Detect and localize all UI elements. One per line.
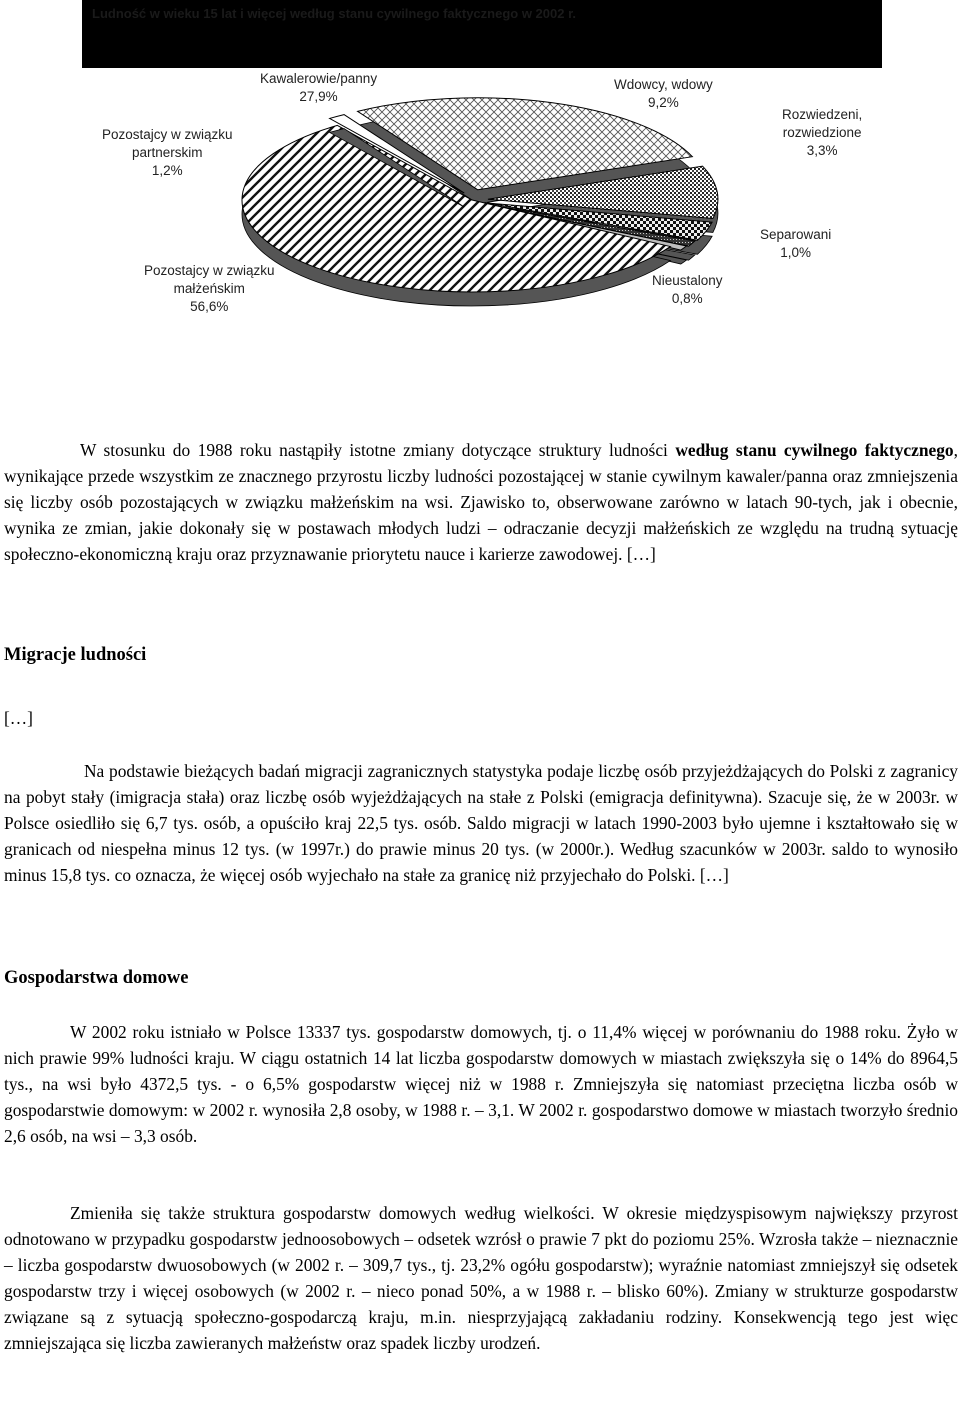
paragraph-gospodarstwa-1: W 2002 roku istniało w Polsce 13337 tys. gospodarstw domowych, tj. o 11,4% więcej w porównaniu do 1988 roku. Żyło w nich prawie 99% ludności kraju. W ciągu ostatnich 14 lat liczba gospodarstw domowych w miastach zwiększyła się o 14% do 8964,5 tys., na wsi było 4372,5 tys. - o 6,5% gospodarstw więcej niż w 1988 r. Zmniejszyła się natomiast przeciętna liczba osób w gospodarstwie domowym: w 2002 r. wynosiła 2,8 osoby, w 1988 r. – 3,1. W 2002 r. gospodarstwo domowe w miastach tworzyło średnio 2,6 osób, na wsi – 3,3 osób. [4, 1022, 958, 1146]
pie-chart [82, 68, 882, 368]
chart-title: Ludność w wieku 15 lat i więcej według stanu cywilnego faktycznego w 2002 r. [92, 6, 577, 21]
paragraph-gospodarstwa-2: Zmieniła się także struktura gospodarstw domowych według wielkości. W okresie międzyspisowym największy przyrost odnotowano w przypadku gospodarstw jednoosobowych – odsetek wzrósł o prawie 7 pkt do poziomu 25%. Wzrosła także – nieznacznie – liczba gospodarstw dwuosobowych (w 2002 r. – 309,7 tys., tj. 23,2% ogółu gospodarstw); wyraźnie natomiast zmniejszył się odsetek gospodarstw trzy i więcej osobowych (w 2002 r. – nieco ponad 50%, a w 1988 r. – blisko 60%). Zmiany w strukturze gospodarstw związane są z sytuacją społeczno-gospodarczą kraju, m.in. niesprzyjającą zakładaniu rodziny. Konsekwencją tego jest więc zmniejszająca się liczba zawieranych małżeństw oraz spadek liczby urodzeń. [4, 1203, 958, 1353]
paragraph-migracje: Na podstawie bieżących badań migracji zagranicznych statystyka podaje liczbę osób przyjeżdżających do Polski z zagranicy na pobyt stały (imigracja stała) oraz liczbę osób wyjeżdżających na stałe z Polski (emigracja definitywna). Szacuje się, że w 2003r. w Polsce osiedliło się 6,7 tys. osób, a opuściło kraj 22,5 tys. osób. Saldo migracji w latach 1990-2003 było ujemne i kształtowało się w granicach od niespełna minus 12 tys. (w 1997r.) do prawie minus 20 tys. (w 2000r.). Według szacunków w 2003r. saldo to wynosiło minus 15,8 tys. co oznacza, że więcej osób wyjechało na stałe za granicę niż przyjechało do Polski. […] [4, 761, 958, 885]
ellipsis-migracje: […] [4, 708, 33, 728]
label-malzenski: Pozostajcy w związku małżeńskim 56,6% [144, 263, 275, 314]
label-partnerski: Pozostajcy w związku partnerskim 1,2% [102, 127, 233, 178]
label-kawalerowie: Kawalerowie/panny 27,9% [260, 71, 378, 104]
bold-stan-cywilny: według stanu cywilnego faktycznego [675, 440, 954, 460]
label-nieustalony: Nieustalony 0,8% [652, 273, 723, 306]
label-separowani: Separowani 1,0% [760, 227, 832, 260]
heading-migracje: Migracje ludności [4, 645, 147, 665]
label-wdowcy: Wdowcy, wdowy 9,2% [614, 77, 713, 110]
label-rozwiedzeni: Rozwiedzeni, rozwiedzione 3,3% [782, 107, 863, 158]
chart-title-bar [82, 0, 882, 68]
paragraph-stan-cywilny: W stosunku do 1988 roku nastąpiły istotne zmiany dotyczące struktury ludności według stanu cywilnego faktycznego, wynikające przede wszystkim ze znacznego przyrostu liczby ludności pozostającej w stanie cywilnym kawaler/panna oraz zmniejszenia się liczby osób pozostających w związku małżeńskim na wsi. Zjawisko to, obserwowane zarówno w latach 90-tych, jak i obecnie, wynika ze zmian, jakie dokonały się w postawach młodych ludzi – odraczanie decyzji małżeńskich ze względu na trudną sytuację społeczno-ekonomiczną kraju oraz przyznawanie priorytetu nauce i karierze zawodowej. […] [4, 440, 958, 564]
heading-gospodarstwa: Gospodarstwa domowe [4, 968, 189, 988]
pie-chart-svg [82, 68, 882, 368]
